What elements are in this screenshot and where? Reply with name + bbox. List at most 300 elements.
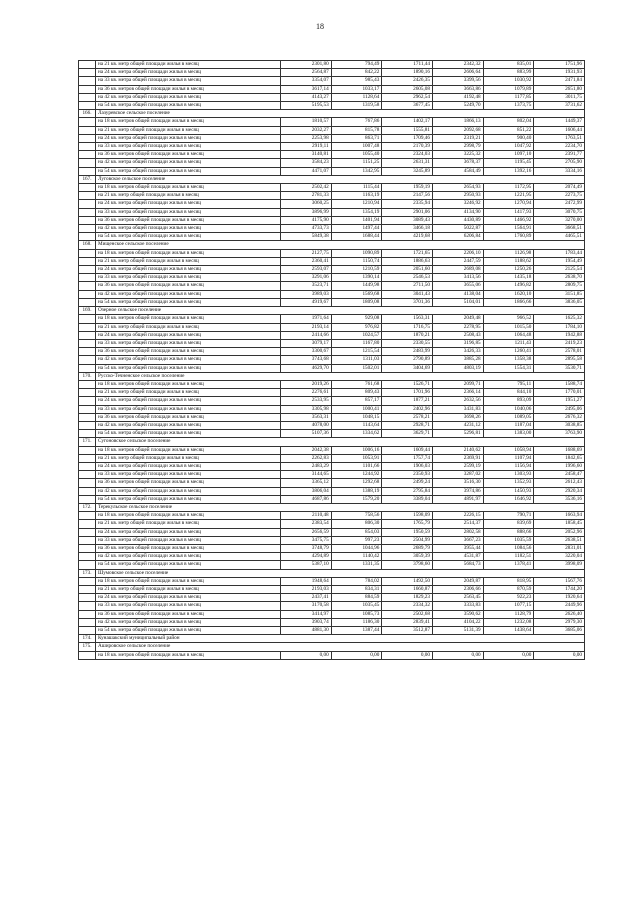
value-cell-6: 2612,43 bbox=[534, 479, 585, 487]
table-row bbox=[79, 167, 585, 175]
value-cell-4: 5131,39 bbox=[432, 627, 483, 635]
value-cell-1: 2193,14 bbox=[281, 323, 332, 331]
value-cell-3: 1701,96 bbox=[382, 389, 433, 397]
value-cell-4: 3655,06 bbox=[432, 282, 483, 290]
value-cell-4: 5684,73 bbox=[432, 561, 483, 569]
row-label: на 21 кв. метр общей площади жилья в месяц bbox=[96, 126, 281, 134]
section-row bbox=[79, 635, 585, 643]
value-cell-2: 1311,03 bbox=[331, 356, 382, 364]
value-cell-2: 1150,74 bbox=[331, 257, 382, 265]
row-label: на 54 кв. метра общей площади жилья в месяц bbox=[96, 298, 281, 306]
value-cell-4: 5104,01 bbox=[432, 298, 483, 306]
value-cell-1: 3584,23 bbox=[281, 159, 332, 167]
value-cell-2: 794,49 bbox=[331, 61, 382, 69]
value-cell-5: 1250,26 bbox=[483, 266, 534, 274]
value-cell-2: 1007,48 bbox=[331, 143, 382, 151]
table-row bbox=[79, 159, 585, 167]
value-cell-5: 1195,45 bbox=[483, 159, 534, 167]
value-cell-1: 2019,26 bbox=[281, 380, 332, 388]
table-row bbox=[79, 602, 585, 610]
value-cell-1: 3806,04 bbox=[281, 487, 332, 495]
row-index-cell bbox=[79, 118, 96, 126]
value-cell-2: 985,43 bbox=[331, 77, 382, 85]
row-index-cell bbox=[79, 618, 96, 626]
value-cell-6: 1996,60 bbox=[534, 462, 585, 470]
table-row bbox=[79, 446, 585, 454]
value-cell-4: 5296,81 bbox=[432, 430, 483, 438]
value-cell-3: 3701,36 bbox=[382, 298, 433, 306]
value-cell-2: 857,17 bbox=[331, 397, 382, 405]
value-cell-1: 2301,80 bbox=[281, 61, 332, 69]
row-label: на 54 кв. метра общей площади жилья в месяц bbox=[96, 495, 281, 503]
row-label: на 36 кв. метров общей площади жилья в месяц bbox=[96, 610, 281, 618]
value-cell-3: 1829,23 bbox=[382, 594, 433, 602]
value-cell-2: 1033,17 bbox=[331, 85, 382, 93]
value-cell-6: 2234,70 bbox=[534, 143, 585, 151]
value-cell-3: 3466,18 bbox=[382, 225, 433, 233]
table-row bbox=[79, 364, 585, 372]
value-cell-6: 2495,06 bbox=[534, 405, 585, 413]
value-cell-3: 2330,55 bbox=[382, 339, 433, 347]
value-cell-2: 1143,64 bbox=[331, 421, 382, 429]
value-cell-6: 2895,58 bbox=[534, 356, 585, 364]
value-cell-1: 1810,57 bbox=[281, 118, 332, 126]
row-label: на 24 кв. метра общей площади жилья в месяц bbox=[96, 462, 281, 470]
value-cell-5: 1188,62 bbox=[483, 257, 534, 265]
value-cell-1: 2533,95 bbox=[281, 397, 332, 405]
value-cell-2: 815,78 bbox=[331, 126, 382, 134]
row-index-cell bbox=[79, 536, 96, 544]
value-cell-2: 884,59 bbox=[331, 594, 382, 602]
value-cell-5: 1177,85 bbox=[483, 93, 534, 101]
value-cell-6: 2125,54 bbox=[534, 266, 585, 274]
value-cell-1: 4294,89 bbox=[281, 553, 332, 561]
row-label: на 54 кв. метра общей площади жилья в месяц bbox=[96, 561, 281, 569]
value-cell-3: 2502,68 bbox=[382, 610, 433, 618]
value-cell-6: 2638,51 bbox=[534, 536, 585, 544]
row-index-cell bbox=[79, 151, 96, 159]
value-cell-6: 1751,96 bbox=[534, 61, 585, 69]
value-cell-3: 3629,71 bbox=[382, 430, 433, 438]
section-index: 174. bbox=[79, 635, 96, 643]
row-label: на 42 кв. метра общей площади жилья в месяц bbox=[96, 487, 281, 495]
table-row bbox=[79, 421, 585, 429]
value-cell-1: 3140,81 bbox=[281, 151, 332, 159]
value-cell-1: 3617,14 bbox=[281, 85, 332, 93]
row-label: на 42 кв. метра общей площади жилья в месяц bbox=[96, 225, 281, 233]
value-cell-6: 1783,44 bbox=[534, 249, 585, 257]
value-cell-1: 2110,48 bbox=[281, 512, 332, 520]
row-label: на 18 кв. метров общей площади жилья в месяц bbox=[96, 380, 281, 388]
value-cell-3: 1492,50 bbox=[382, 577, 433, 585]
row-index-cell bbox=[79, 249, 96, 257]
row-index-cell bbox=[79, 594, 96, 602]
table-row bbox=[79, 553, 585, 561]
section-index: 172. bbox=[79, 503, 96, 511]
row-index-cell bbox=[79, 348, 96, 356]
table-row bbox=[79, 389, 585, 397]
value-cell-3: 2578,21 bbox=[382, 413, 433, 421]
value-cell-2: 1006,16 bbox=[331, 446, 382, 454]
value-cell-1: 2253,98 bbox=[281, 134, 332, 142]
row-index-cell bbox=[79, 495, 96, 503]
value-cell-3: 1877,21 bbox=[382, 397, 433, 405]
value-cell-6: 3070,75 bbox=[534, 208, 585, 216]
value-cell-6: 3220,04 bbox=[534, 553, 585, 561]
row-label: на 33 кв. метра общей площади жилья в месяц bbox=[96, 471, 281, 479]
value-cell-4: 1866,13 bbox=[432, 118, 483, 126]
value-cell-6: 2705,90 bbox=[534, 159, 585, 167]
value-cell-2: 1569,68 bbox=[331, 290, 382, 298]
value-cell-1: 2383,54 bbox=[281, 520, 332, 528]
row-index-cell bbox=[79, 512, 96, 520]
page-number: 18 bbox=[316, 22, 324, 31]
value-cell-1: 4471,07 bbox=[281, 167, 332, 175]
table-row bbox=[79, 257, 585, 265]
table-row bbox=[79, 249, 585, 257]
row-label: на 33 кв. метра общей площади жилья в месяц bbox=[96, 405, 281, 413]
value-cell-2: 834,31 bbox=[331, 586, 382, 594]
value-cell-3: 2504,99 bbox=[382, 536, 433, 544]
value-cell-3: 1906,03 bbox=[382, 462, 433, 470]
row-label: на 54 кв. метра общей площади жилья в месяц bbox=[96, 430, 281, 438]
table-row bbox=[79, 348, 585, 356]
row-label: на 33 кв. метра общей площади жилья в месяц bbox=[96, 143, 281, 151]
value-cell-5: 1435,18 bbox=[483, 274, 534, 282]
value-cell-3: 2605,08 bbox=[382, 85, 433, 93]
value-cell-4: 3399,56 bbox=[432, 77, 483, 85]
value-cell-6: 3668,51 bbox=[534, 225, 585, 233]
row-index-cell bbox=[79, 93, 96, 101]
value-cell-1: 2360,41 bbox=[281, 257, 332, 265]
value-cell-5: 0,00 bbox=[483, 651, 534, 659]
value-cell-1: 3060,25 bbox=[281, 200, 332, 208]
value-cell-3: 1890,16 bbox=[382, 69, 433, 77]
row-label: на 42 кв. метра общей площади жилья в месяц bbox=[96, 356, 281, 364]
section-row bbox=[79, 503, 585, 511]
value-cell-5: 1438,64 bbox=[483, 627, 534, 635]
table-row bbox=[79, 266, 585, 274]
value-cell-3: 2170,39 bbox=[382, 143, 433, 151]
section-title: Терекульское сельское поселение bbox=[96, 503, 585, 511]
section-title: Озерное сельское поселение bbox=[96, 307, 585, 315]
row-index-cell bbox=[79, 462, 96, 470]
value-cell-4: 2563,45 bbox=[432, 594, 483, 602]
row-index-cell bbox=[79, 610, 96, 618]
table-row bbox=[79, 102, 585, 110]
value-cell-5: 1030,92 bbox=[483, 77, 534, 85]
table-row bbox=[79, 216, 585, 224]
value-cell-4: 4134,90 bbox=[432, 208, 483, 216]
value-cell-5: 835,01 bbox=[483, 61, 534, 69]
value-cell-2: 1387,44 bbox=[331, 627, 382, 635]
value-cell-2: 809,43 bbox=[331, 389, 382, 397]
row-label: на 36 кв. метров общей площади жилья в месяц bbox=[96, 85, 281, 93]
value-cell-3: 1660,87 bbox=[382, 586, 433, 594]
value-cell-4: 2654,93 bbox=[432, 184, 483, 192]
value-cell-2: 929,08 bbox=[331, 315, 382, 323]
value-cell-2: 767,86 bbox=[331, 118, 382, 126]
value-cell-6: 2472,99 bbox=[534, 200, 585, 208]
value-cell-3: 1402,17 bbox=[382, 118, 433, 126]
value-cell-4: 2369,91 bbox=[432, 454, 483, 462]
value-cell-6: 3731,62 bbox=[534, 102, 585, 110]
value-cell-1: 2414,66 bbox=[281, 331, 332, 339]
value-cell-6: 2273,75 bbox=[534, 192, 585, 200]
value-cell-1: 4629,70 bbox=[281, 364, 332, 372]
value-cell-1: 2193,03 bbox=[281, 586, 332, 594]
section-index: 173. bbox=[79, 569, 96, 577]
value-cell-6: 3270,00 bbox=[534, 216, 585, 224]
row-label: на 36 кв. метров общей площади жилья в месяц bbox=[96, 151, 281, 159]
value-cell-4: 2998,79 bbox=[432, 143, 483, 151]
value-cell-3: 2483,99 bbox=[382, 348, 433, 356]
value-cell-4: 4138,04 bbox=[432, 290, 483, 298]
row-label: на 24 кв. метра общей площади жилья в месяц bbox=[96, 331, 281, 339]
table-row bbox=[79, 282, 585, 290]
value-cell-5: 1089,05 bbox=[483, 413, 534, 421]
value-cell-2: 1000,41 bbox=[331, 405, 382, 413]
value-cell-3: 1609,44 bbox=[382, 446, 433, 454]
value-cell-5: 1373,75 bbox=[483, 102, 534, 110]
value-cell-6: 2920,34 bbox=[534, 487, 585, 495]
value-cell-5: 1358,38 bbox=[483, 356, 534, 364]
value-cell-1: 3079,17 bbox=[281, 339, 332, 347]
row-index-cell bbox=[79, 430, 96, 438]
section-index: 175. bbox=[79, 643, 96, 651]
table-row bbox=[79, 208, 585, 216]
value-cell-3: 1526,71 bbox=[382, 380, 433, 388]
row-label: на 33 кв. метра общей площади жилья в месяц bbox=[96, 274, 281, 282]
row-index-cell bbox=[79, 577, 96, 585]
row-index-cell bbox=[79, 102, 96, 110]
value-cell-3: 4219,68 bbox=[382, 233, 433, 241]
value-cell-2: 1101,66 bbox=[331, 462, 382, 470]
value-cell-3: 2546,53 bbox=[382, 274, 433, 282]
row-index-cell bbox=[79, 266, 96, 274]
value-cell-4: 5249,70 bbox=[432, 102, 483, 110]
value-cell-3: 3677,45 bbox=[382, 102, 433, 110]
value-cell-5: 818,95 bbox=[483, 577, 534, 585]
value-cell-3: 1870,21 bbox=[382, 331, 433, 339]
value-cell-4: 2319,21 bbox=[432, 134, 483, 142]
value-cell-4: 3413,56 bbox=[432, 274, 483, 282]
row-label: на 18 кв. метров общей площади жилья в месяц bbox=[96, 577, 281, 585]
value-cell-5: 1564,91 bbox=[483, 225, 534, 233]
row-label: на 24 кв. метра общей площади жилья в месяц bbox=[96, 528, 281, 536]
value-cell-1: 5849,38 bbox=[281, 233, 332, 241]
value-cell-1: 4881,30 bbox=[281, 627, 332, 635]
value-cell-1: 4175,90 bbox=[281, 216, 332, 224]
value-cell-4: 3225,32 bbox=[432, 151, 483, 159]
row-index-cell bbox=[79, 380, 96, 388]
value-cell-2: 1292,68 bbox=[331, 479, 382, 487]
value-cell-6: 1770,01 bbox=[534, 389, 585, 397]
row-label: на 54 кв. метра общей площади жилья в месяц bbox=[96, 102, 281, 110]
value-cell-5: 1260,41 bbox=[483, 348, 534, 356]
value-cell-5: 1156,94 bbox=[483, 462, 534, 470]
value-cell-2: 1390,14 bbox=[331, 274, 382, 282]
value-cell-4: 2802,58 bbox=[432, 528, 483, 536]
value-cell-1: 2042,38 bbox=[281, 446, 332, 454]
value-cell-1: 2127,75 bbox=[281, 249, 332, 257]
table-row bbox=[79, 520, 585, 528]
value-cell-3: 3059,39 bbox=[382, 553, 433, 561]
value-cell-3: 2790,89 bbox=[382, 356, 433, 364]
value-cell-2: 1579,20 bbox=[331, 495, 382, 503]
value-cell-3: 1959,19 bbox=[382, 184, 433, 192]
value-cell-1: 3989,03 bbox=[281, 290, 332, 298]
row-index-cell bbox=[79, 282, 96, 290]
row-index-cell bbox=[79, 413, 96, 421]
value-cell-3: 2711,50 bbox=[382, 282, 433, 290]
value-cell-2: 1331,35 bbox=[331, 561, 382, 569]
value-cell-5: 1079,89 bbox=[483, 85, 534, 93]
section-row bbox=[79, 643, 585, 651]
value-cell-2: 1167,80 bbox=[331, 339, 382, 347]
value-cell-1: 3365,12 bbox=[281, 479, 332, 487]
value-cell-1: 2919,11 bbox=[281, 143, 332, 151]
value-cell-3: 3404,69 bbox=[382, 364, 433, 372]
table-row bbox=[79, 454, 585, 462]
row-index-cell bbox=[79, 134, 96, 142]
row-index-cell bbox=[79, 471, 96, 479]
value-cell-2: 1401,94 bbox=[331, 216, 382, 224]
value-cell-2: 784,02 bbox=[331, 577, 382, 585]
row-label: на 21 кв. метр общей площади жилья в месяц bbox=[96, 323, 281, 331]
value-cell-3: 3041,43 bbox=[382, 290, 433, 298]
row-index-cell bbox=[79, 528, 96, 536]
value-cell-3: 2839,41 bbox=[382, 618, 433, 626]
table-row bbox=[79, 479, 585, 487]
table-row bbox=[79, 192, 585, 200]
row-label: на 36 кв. метров общей площади жилья в месяц bbox=[96, 544, 281, 552]
table-row bbox=[79, 339, 585, 347]
row-label: на 54 кв. метра общей площади жилья в месяц bbox=[96, 627, 281, 635]
value-cell-6: 2638,70 bbox=[534, 274, 585, 282]
value-cell-6: 2651,80 bbox=[534, 85, 585, 93]
value-cell-5: 966,52 bbox=[483, 315, 534, 323]
value-cell-4: 5022,87 bbox=[432, 225, 483, 233]
value-cell-6: 4465,51 bbox=[534, 233, 585, 241]
value-cell-3: 2335,94 bbox=[382, 200, 433, 208]
row-label: на 33 кв. метра общей площади жилья в месяц bbox=[96, 602, 281, 610]
value-cell-5: 1015,50 bbox=[483, 323, 534, 331]
row-index-cell bbox=[79, 61, 96, 69]
row-label: на 18 кв. метров общей площади жилья в месяц bbox=[96, 446, 281, 454]
value-cell-2: 854,03 bbox=[331, 528, 382, 536]
table-row bbox=[79, 274, 585, 282]
value-cell-1: 0,00 bbox=[281, 651, 332, 659]
value-cell-3: 2147,56 bbox=[382, 192, 433, 200]
row-label: на 21 кв. метр общей площади жилья в месяц bbox=[96, 257, 281, 265]
value-cell-6: 1858,45 bbox=[534, 520, 585, 528]
table-row bbox=[79, 323, 585, 331]
value-cell-5: 1450,93 bbox=[483, 487, 534, 495]
value-cell-1: 3305,98 bbox=[281, 405, 332, 413]
value-cell-6: 2578,01 bbox=[534, 348, 585, 356]
value-cell-1: 4919,67 bbox=[281, 298, 332, 306]
value-cell-4: 4430,89 bbox=[432, 216, 483, 224]
table-row bbox=[79, 528, 585, 536]
value-cell-5: 1554,31 bbox=[483, 364, 534, 372]
row-label: на 24 кв. метра общей площади жилья в месяц bbox=[96, 397, 281, 405]
table-row bbox=[79, 356, 585, 364]
value-cell-3: 3798,60 bbox=[382, 561, 433, 569]
value-cell-1: 4687,86 bbox=[281, 495, 332, 503]
value-cell-2: 1449,98 bbox=[331, 282, 382, 290]
row-index-cell bbox=[79, 553, 96, 561]
value-cell-2: 1090,89 bbox=[331, 249, 382, 257]
value-cell-5: 1064,48 bbox=[483, 331, 534, 339]
value-cell-2: 1334,62 bbox=[331, 430, 382, 438]
value-cell-5: 795,11 bbox=[483, 380, 534, 388]
section-title: Ашировское сельское поселение bbox=[96, 643, 585, 651]
value-cell-6: 2074,49 bbox=[534, 184, 585, 192]
value-cell-6: 2391,77 bbox=[534, 151, 585, 159]
value-cell-1: 1948,64 bbox=[281, 577, 332, 585]
value-cell-5: 1760,89 bbox=[483, 233, 534, 241]
value-cell-4: 3431,83 bbox=[432, 405, 483, 413]
value-cell-6: 2831,01 bbox=[534, 544, 585, 552]
row-label: на 36 кв. метров общей площади жилья в месяц bbox=[96, 413, 281, 421]
value-cell-2: 1055,40 bbox=[331, 151, 382, 159]
table-row bbox=[79, 397, 585, 405]
value-cell-4: 2278,95 bbox=[432, 323, 483, 331]
row-index-cell bbox=[79, 446, 96, 454]
value-cell-5: 900,40 bbox=[483, 134, 534, 142]
row-index-cell bbox=[79, 479, 96, 487]
row-label: на 24 кв. метра общей площади жилья в месяц bbox=[96, 69, 281, 77]
value-cell-1: 2781,33 bbox=[281, 192, 332, 200]
value-cell-3: 2350,93 bbox=[382, 471, 433, 479]
value-cell-4: 3698,26 bbox=[432, 413, 483, 421]
value-cell-2: 1502,01 bbox=[331, 364, 382, 372]
value-cell-3: 2689,79 bbox=[382, 544, 433, 552]
value-cell-6: 2626,40 bbox=[534, 610, 585, 618]
row-index-cell bbox=[79, 192, 96, 200]
value-cell-6: 2458,47 bbox=[534, 471, 585, 479]
value-cell-2: 1354,19 bbox=[331, 208, 382, 216]
value-cell-4: 2599,19 bbox=[432, 462, 483, 470]
row-index-cell bbox=[79, 143, 96, 151]
value-cell-6: 1784,10 bbox=[534, 323, 585, 331]
value-cell-6: 1920,64 bbox=[534, 594, 585, 602]
value-cell-2: 1688,44 bbox=[331, 233, 382, 241]
row-index-cell bbox=[79, 290, 96, 298]
row-index-cell bbox=[79, 257, 96, 265]
value-cell-4: 2950,93 bbox=[432, 192, 483, 200]
table-row bbox=[79, 544, 585, 552]
section-row bbox=[79, 438, 585, 446]
value-cell-5: 790,71 bbox=[483, 512, 534, 520]
row-label: на 54 кв. метра общей площади жилья в месяц bbox=[96, 364, 281, 372]
value-cell-3: 2402,96 bbox=[382, 405, 433, 413]
value-cell-5: 893,09 bbox=[483, 397, 534, 405]
value-cell-4: 4803,19 bbox=[432, 364, 483, 372]
row-label: на 21 кв. метр общей площади жилья в месяц bbox=[96, 192, 281, 200]
value-cell-3: 3089,43 bbox=[382, 216, 433, 224]
row-label: на 24 кв. метра общей площади жилья в месяц bbox=[96, 200, 281, 208]
value-cell-4: 2226,15 bbox=[432, 512, 483, 520]
row-label: на 54 кв. метра общей площади жилья в месяц bbox=[96, 233, 281, 241]
value-cell-1: 2593,07 bbox=[281, 266, 332, 274]
value-cell-2: 761,68 bbox=[331, 380, 382, 388]
value-cell-5: 1352,93 bbox=[483, 479, 534, 487]
value-cell-4: 3333,83 bbox=[432, 602, 483, 610]
value-cell-6: 1744,20 bbox=[534, 586, 585, 594]
value-cell-2: 863,71 bbox=[331, 134, 382, 142]
